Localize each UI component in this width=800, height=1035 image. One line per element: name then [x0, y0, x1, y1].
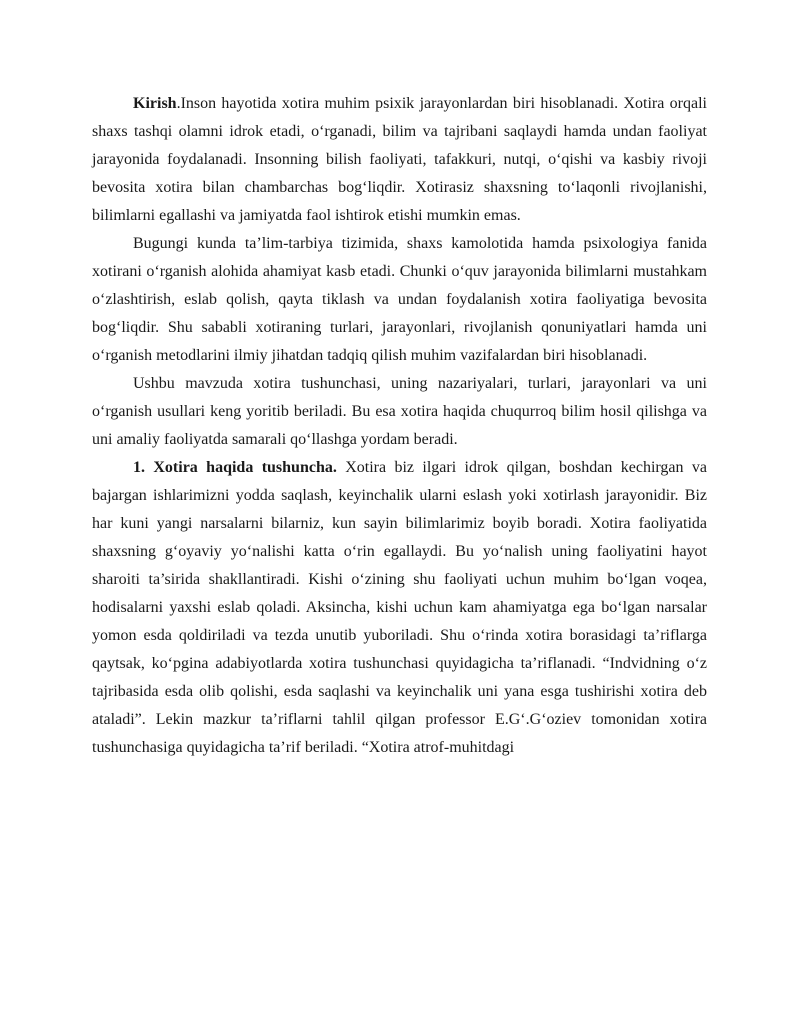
- paragraph-text: .Inson hayotida xotira muhim psixik jarayonlardan biri hisoblanadi. Xotira orqali shaxs tashqi olamni idrok etadi, o‘rganadi, bilim va tajribani saqlaydi hamda undan faoliyat jarayonida foydalanadi. Insonning bilish faoliyati, tafakkuri, nutqi, o‘qishi va kasbiy rivoji bevosita xotira bilan chambarchas bog‘liqdir. Xotirasiz shaxsning to‘laqonli rivojlanishi, bilimlarni egallashi va jamiyatda faol ishtirok etishi mumkin emas.: [92, 95, 707, 224]
- paragraph-education-context: [92, 230, 707, 370]
- paragraph-text: Bugungi kunda ta’lim-tarbiya tizimida, shaxs kamolotida hamda psixologiya fanida xotirani o‘rganish alohida ahamiyat kasb etadi. Chunki o‘quv jarayonida bilimlarni mustahkam o‘zlashtirish, eslab qolish, qayta tiklash va undan foydalanish xotira faoliyatiga bevosita bog‘liqdir. Shu sababli xotiraning turlari, jarayonlari, rivojlanish qonuniyatlari hamda uni o‘rganish metodlarini ilmiy jihatdan tadqiq qilish muhim vazifalardan biri hisoblanadi.: [92, 235, 707, 364]
- paragraph-introduction: [92, 90, 707, 230]
- document-page: [92, 90, 707, 762]
- paragraph-text: Xotira biz ilgari idrok qilgan, boshdan kechirgan va bajargan ishlarimizni yodda saqlash, keyinchalik ularni eslash yoki xotirlash jarayonidir. Biz har kuni yangi narsalarni bilarniz, kun sayin bilimlarimiz boyib boradi. Xotira faoliyatida shaxsning g‘oyaviy yo‘nalishi katta o‘rin egallaydi. Bu yo‘nalish uning faoliyatini hayot sharoiti ta’sirida shakllantiradi. Kishi o‘zining shu faoliyati uchun muhim bo‘lgan voqea, hodisalarni yaxshi eslab qoladi. Aksincha, kishi uchun kam ahamiyatga ega bo‘lgan narsalar yomon esda qoldiriladi va tezda unutib yuboriladi. Shu o‘rinda xotira borasidagi ta’riflarga qaytsak, ko‘pgina adabiyotlarda xotira tushunchasi quyidagicha ta’riflanadi. “Indvidning o‘z tajribasida esda olib qolishi, esda saqlashi va keyinchalik uni yana esga tushirishi xotira deb ataladi”. Lekin mazkur ta’riflarni tahlil qilgan professor E.G‘.G‘oziev tomonidan xotira tushunchasiga quyidagicha ta’rif beriladi. “Xotira atrof-muhitdagi: [92, 459, 708, 756]
- introduction-heading: Kirish: [133, 95, 177, 112]
- section-1-heading: 1. Xotira haqida tushuncha.: [133, 459, 337, 476]
- paragraph-section-1: [92, 454, 707, 762]
- paragraph-text: Ushbu mavzuda xotira tushunchasi, uning nazariyalari, turlari, jarayonlari va uni o‘rganish usullari keng yoritib beriladi. Bu esa xotira haqida chuqurroq bilim hosil qilishga va uni amaliy faoliyatda samarali qo‘llashga yordam beradi.: [92, 375, 707, 448]
- paragraph-topic-overview: [92, 370, 707, 454]
